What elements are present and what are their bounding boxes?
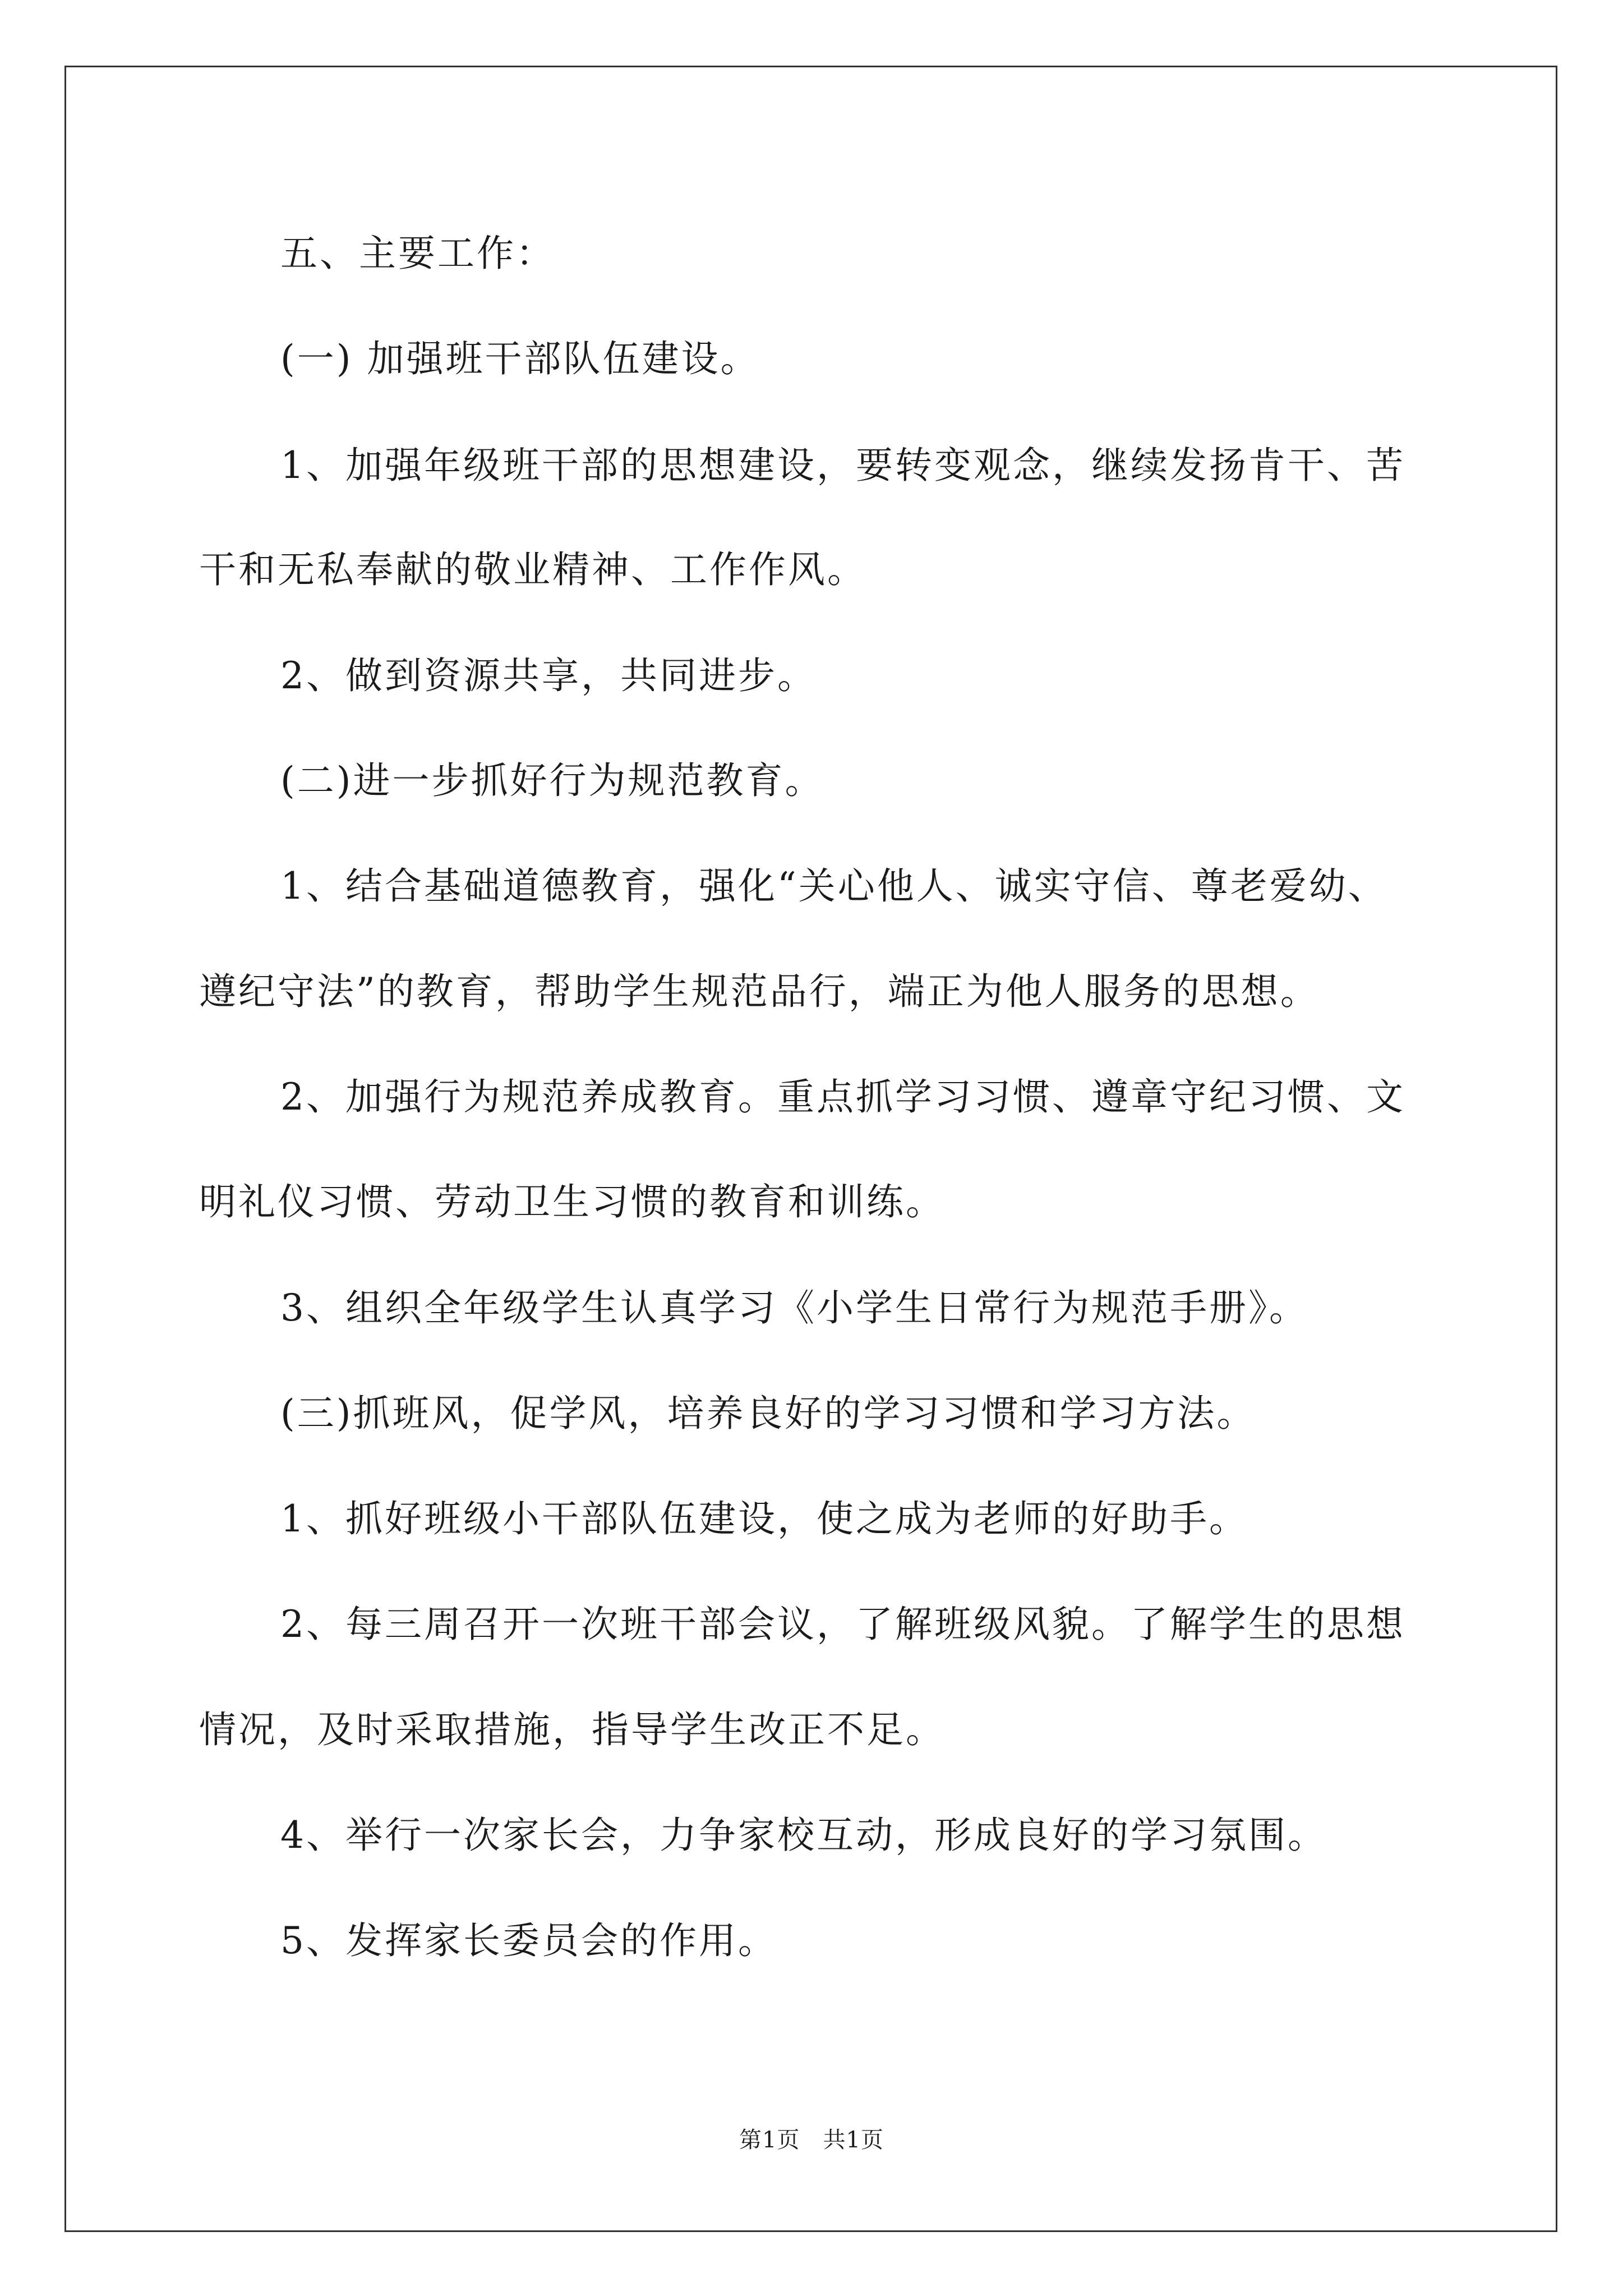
paragraph-line: 4、举行一次家长会，力争家校互动，形成良好的学习氛围。 [280,1814,1327,1857]
paragraph-line: 1、结合基础道德教育，强化“关心他人、诚实守信、尊老爱幼、 [280,864,1387,908]
paragraph-line: 5、发挥家长委员会的作用。 [280,1919,777,1962]
paragraph-line: 3、组织全年级学生认真学习《小学生日常行为规范手册》。 [280,1286,1308,1329]
paragraph-line: 干和无私奉献的敬业精神、工作作风。 [199,548,866,591]
paragraph-line: (三)抓班风，促学风，培养良好的学习习惯和学习方法。 [280,1392,1256,1435]
page-frame [64,66,1557,2232]
paragraph-line: 五、主要工作： [280,232,555,275]
paragraph-line: 1、抓好班级小干部队伍建设，使之成为老师的好助手。 [280,1497,1248,1540]
paragraph-line: 2、做到资源共享，共同进步。 [280,654,817,697]
paragraph-line: (二)进一步抓好行为规范教育。 [280,759,824,802]
paragraph-line: 2、每三周召开一次班干部会议，了解班级风貌。了解学生的思想 [280,1603,1405,1646]
paragraph-line: (一) 加强班干部队伍建设。 [280,337,760,380]
page-footer: 第1页 共1页 [739,2127,884,2153]
paragraph-line: 情况，及时采取措施，指导学生改正不足。 [199,1708,945,1751]
paragraph-line: 1、加强年级班干部的思想建设，要转变观念，继续发扬肯干、苦 [280,444,1405,487]
paragraph-line: 明礼仪习惯、劳动卫生习惯的教育和训练。 [199,1180,945,1223]
paragraph-line: 2、加强行为规范养成教育。重点抓学习习惯、遵章守纪习惯、文 [280,1075,1405,1119]
paragraph-line: 遵纪守法”的教育，帮助学生规范品行，端正为他人服务的思想。 [199,970,1320,1013]
